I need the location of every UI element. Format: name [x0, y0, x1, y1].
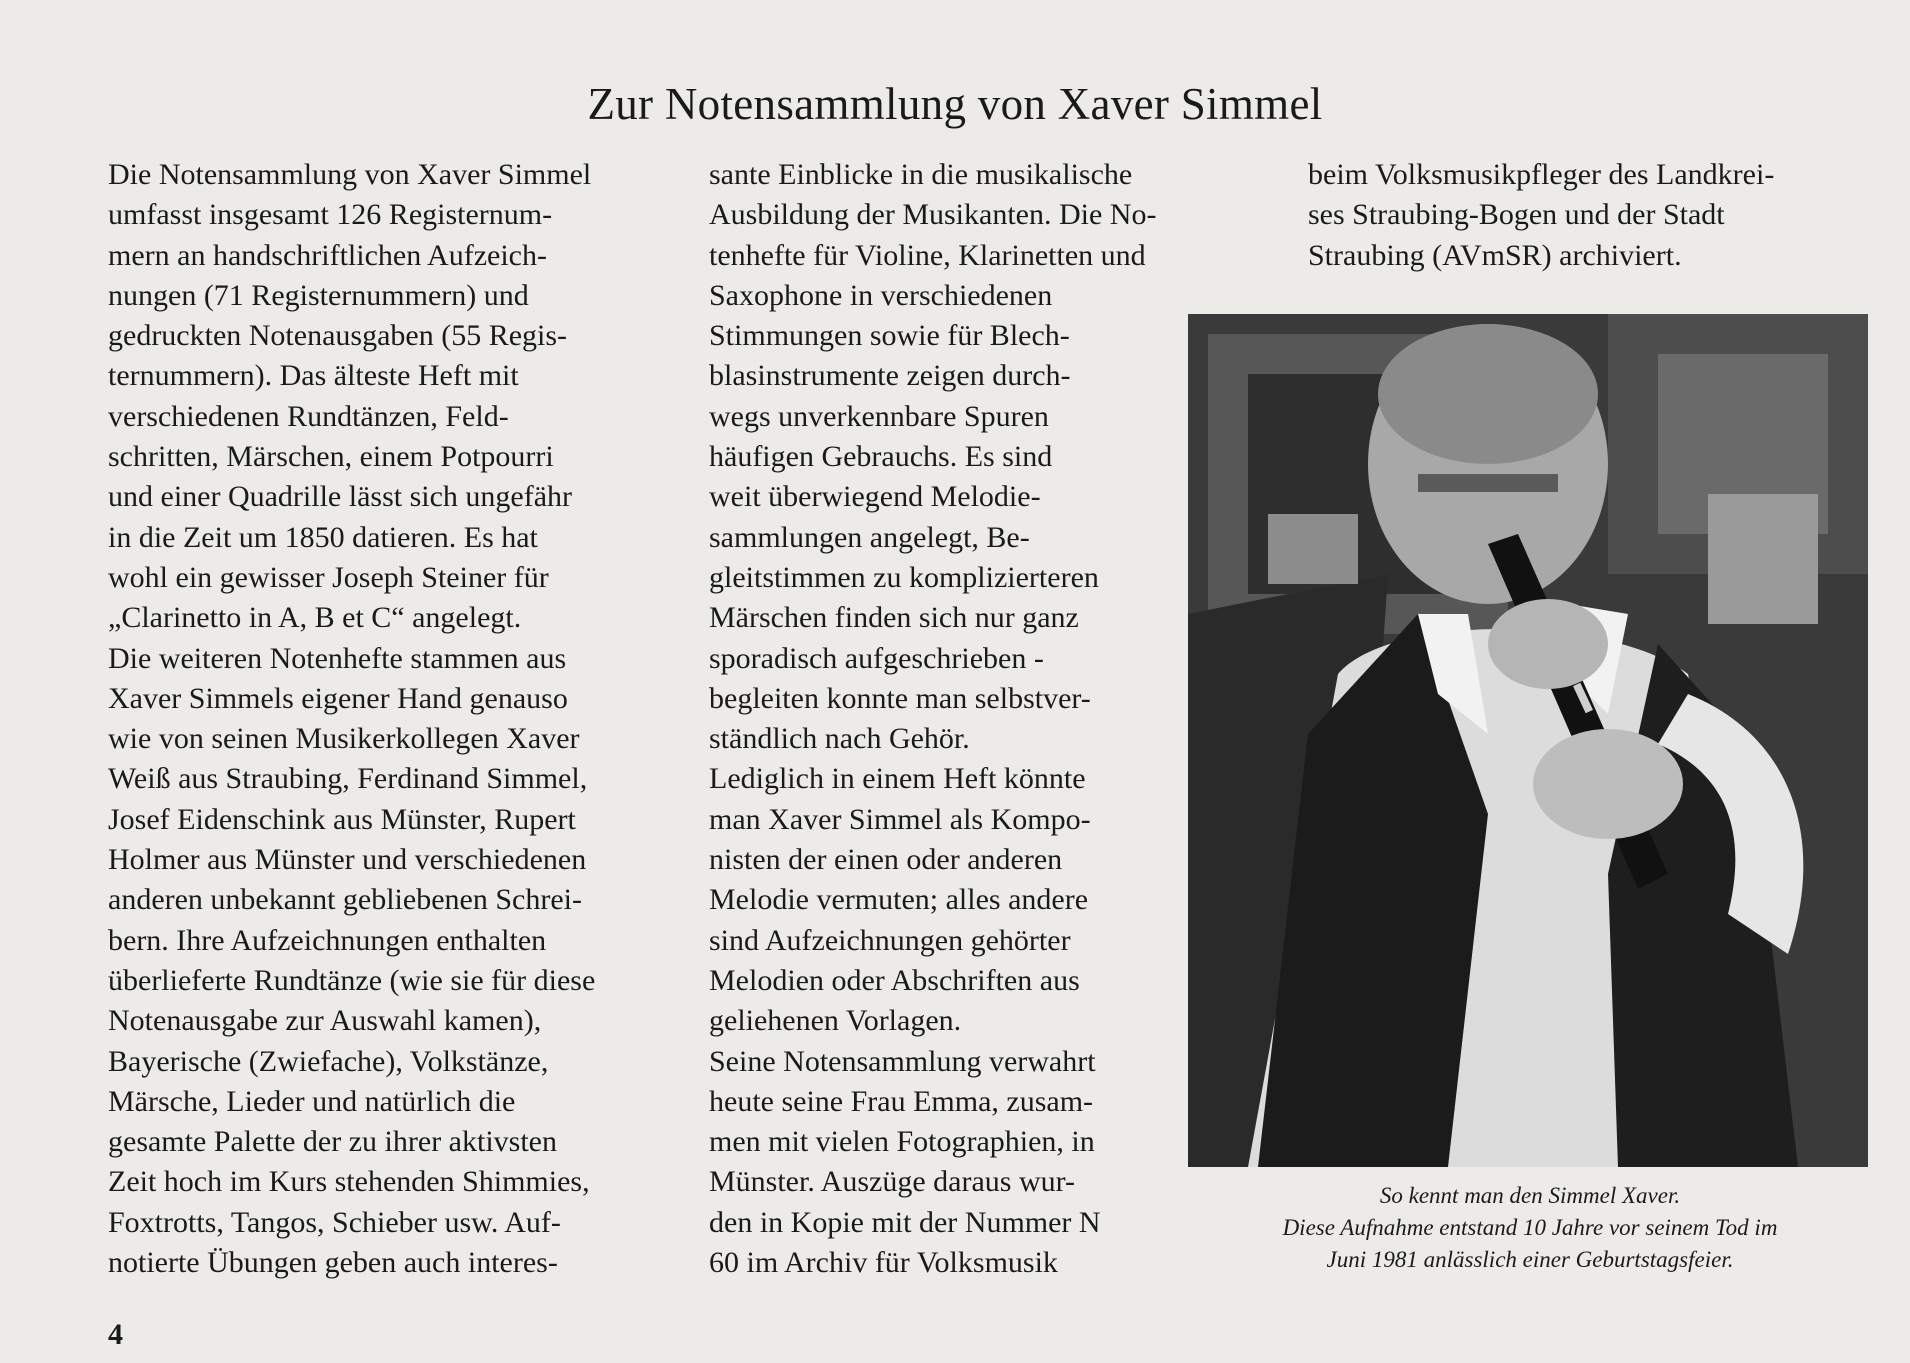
text-line: gedruckten Notenausgaben (55 Regis- [108, 319, 568, 353]
text-line: sammlungen angelegt, Be- [709, 520, 1030, 554]
caption-line: Diese Aufnahme entstand 10 Jahre vor seinem Tod im [1282, 1215, 1778, 1240]
text-line: Straubing (AVmSR) archiviert. [1308, 238, 1682, 272]
text-line: beim Volksmusikpfleger des Landkrei- [1308, 158, 1775, 191]
caption-line: Juni 1981 anlässlich einer Geburtstagsfeier. [1326, 1247, 1734, 1272]
text-line: Melodie vermuten; alles andere [709, 883, 1089, 917]
text-line: Ausbildung der Musikanten. Die No- [709, 198, 1157, 232]
text-line: wegs unverkennbare Spuren [709, 399, 1049, 433]
text-line: Xaver Simmels eigener Hand genauso [108, 681, 568, 715]
text-line: begleiten konnte man selbstver- [709, 681, 1091, 715]
text-line: nungen (71 Registernummern) und [108, 278, 529, 312]
text-line: „Clarinetto in A, B et C“ angelegt. [108, 601, 522, 635]
text-line: weit überwiegend Melodie- [709, 480, 1041, 514]
text-line: verschiedenen Rundtänzen, Feld- [108, 399, 509, 433]
text-line: schritten, Märschen, einem Potpourri [108, 440, 554, 474]
text-line: und einer Quadrille lässt sich ungefähr [108, 480, 573, 514]
text-line: häufigen Gebrauchs. Es sind [709, 440, 1053, 474]
text-line: Die weiteren Notenhefte stammen aus [108, 641, 567, 675]
text-column-2 [709, 155, 1239, 1283]
text-line: men mit vielen Fotographien, in [709, 1125, 1095, 1159]
text-line: Münster. Auszüge daraus wur- [709, 1165, 1075, 1199]
text-line: mern an handschriftlichen Aufzeich- [108, 238, 547, 272]
text-line: Bayerische (Zwiefache), Volkstänze, [108, 1044, 549, 1078]
text-line: man Xaver Simmel als Kompo- [709, 802, 1091, 836]
text-line: heute seine Frau Emma, zusam- [709, 1084, 1094, 1118]
photo-caption [1195, 1180, 1865, 1276]
text-line: wohl ein gewisser Joseph Steiner für [108, 560, 549, 594]
text-line: notierte Übungen geben auch interes- [108, 1246, 558, 1280]
text-line: geliehenen Vorlagen. [709, 1004, 962, 1038]
text-line: Josef Eidenschink aus Münster, Rupert [108, 802, 576, 836]
text-line: sind Aufzeichnungen gehörter [709, 923, 1071, 957]
text-line: überlieferte Rundtänze (wie sie für diese [108, 963, 596, 997]
text-line: ses Straubing-Bogen und der Stadt [1308, 198, 1725, 232]
text-column-3 [1308, 155, 1868, 276]
caption-line: So kennt man den Simmel Xaver. [1379, 1183, 1681, 1208]
text-line: Holmer aus Münster und verschiedenen [108, 843, 587, 877]
text-line: den in Kopie mit der Nummer N [709, 1205, 1101, 1239]
text-column-1 [108, 155, 668, 1283]
page-number: 4 [108, 1318, 123, 1351]
text-line: Märsche, Lieder und natürlich die [108, 1084, 516, 1118]
text-line: Stimmungen sowie für Blech- [709, 319, 1070, 353]
text-line: 60 im Archiv für Volksmusik [709, 1246, 1058, 1280]
text-line: Zeit hoch im Kurs stehenden Shimmies, [108, 1165, 590, 1199]
text-line: sante Einblicke in die musikalische [709, 158, 1133, 191]
text-line: ternummern). Das älteste Heft mit [108, 359, 519, 393]
text-line: ständlich nach Gehör. [709, 722, 970, 756]
text-line: bern. Ihre Aufzeichnungen enthalten [108, 923, 547, 957]
text-line: Die Notensammlung von Xaver Simmel [108, 158, 592, 191]
text-line: Weiß aus Straubing, Ferdinand Simmel, [108, 762, 588, 796]
text-line: wie von seinen Musikerkollegen Xaver [108, 722, 580, 756]
text-line: tenhefte für Violine, Klarinetten und [709, 238, 1146, 272]
text-line: Foxtrotts, Tangos, Schieber usw. Auf- [108, 1205, 561, 1239]
text-line: anderen unbekannt gebliebenen Schrei- [108, 883, 582, 917]
text-line: Notenausgabe zur Auswahl kamen), [108, 1004, 542, 1038]
text-line: gleitstimmen zu komplizierteren [709, 560, 1099, 594]
text-line: gesamte Palette der zu ihrer aktivsten [108, 1125, 557, 1159]
text-line: umfasst insgesamt 126 Registernum- [108, 198, 553, 232]
text-line: nisten der einen oder anderen [709, 843, 1063, 877]
text-line: Saxophone in verschiedenen [709, 278, 1053, 312]
text-line: Seine Notensammlung verwahrt [709, 1044, 1096, 1078]
photo-clarinet-player [1188, 314, 1868, 1167]
text-line: Märschen finden sich nur ganz [709, 601, 1079, 635]
text-line: in die Zeit um 1850 datieren. Es hat [108, 520, 538, 554]
page-title: Zur Notensammlung von Xaver Simmel [587, 79, 1323, 129]
text-line: Lediglich in einem Heft könnte [709, 762, 1086, 796]
text-line: sporadisch aufgeschrieben - [709, 641, 1044, 675]
text-line: Melodien oder Abschriften aus [709, 963, 1080, 997]
text-line: blasinstrumente zeigen durch- [709, 359, 1071, 393]
